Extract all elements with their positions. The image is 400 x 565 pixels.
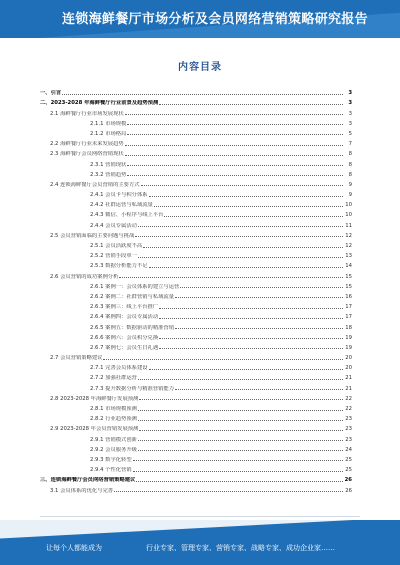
- divider: [40, 516, 360, 517]
- toc-entry[interactable]: [40, 371, 352, 381]
- toc-page-number: 26: [344, 477, 352, 484]
- toc-entry[interactable]: [40, 443, 352, 453]
- toc-entry[interactable]: [40, 402, 352, 412]
- toc-page-number: 11: [345, 222, 352, 229]
- toc-leader-dots: [138, 450, 343, 451]
- toc-page-number: 3: [348, 110, 352, 117]
- toc-page-number: 14: [345, 263, 352, 270]
- toc-entry[interactable]: [40, 157, 352, 167]
- toc-entry[interactable]: [40, 178, 352, 188]
- toc-page-number: 9: [348, 181, 352, 188]
- toc-leader-dots: [164, 216, 343, 217]
- toc-entry-text: 2.9.2 会员服务升级: [90, 446, 137, 453]
- toc-page-number: 21: [345, 385, 352, 392]
- toc-entry-text: 2.9.1 营销模式创新: [90, 436, 137, 443]
- toc-entry[interactable]: [40, 137, 352, 147]
- toc-entry[interactable]: [40, 473, 352, 483]
- toc-leader-dots: [154, 206, 343, 207]
- toc-entry-text: 2.1.2 市场格局: [90, 130, 127, 137]
- toc-page-number: 22: [345, 406, 352, 412]
- toc-page-number: 7: [348, 141, 352, 148]
- toc-page-number: 23: [345, 426, 352, 433]
- toc-entry-text: 2.3.2 营销趋势: [90, 171, 127, 178]
- toc-entry-text: 2.6.3 案例三：线上平台推广: [90, 304, 159, 311]
- toc-leader-dots: [136, 481, 343, 482]
- toc-leader-dots: [175, 328, 343, 329]
- toc-entry-text: 2.6.1 案例一：会员体系的建立与运营: [90, 283, 180, 290]
- footer-roles: 行业专家、管理专家、营销专家、战略专家、成功企业家……: [146, 544, 335, 552]
- toc-entry[interactable]: [40, 310, 352, 320]
- toc-entry-text: 2.9.3 数字化转型: [90, 456, 132, 463]
- toc-leader-dots: [119, 277, 343, 278]
- toc-entry[interactable]: [40, 269, 352, 279]
- toc-entry-text: 2.8.2 行业趋势预测: [90, 416, 137, 423]
- toc-page-number: 5: [348, 130, 352, 137]
- toc-leader-dots: [159, 308, 343, 309]
- toc-entry-text: 2.6.6 案例六：会员积分兑换: [90, 334, 159, 341]
- toc-entry-text: 2.2 海鲜餐厅行业未来发展趋势: [50, 141, 124, 148]
- toc-entry-text: 2.7.1 完善会员体系建设: [90, 365, 148, 372]
- toc-leader-dots: [138, 226, 343, 227]
- toc-entry[interactable]: [40, 483, 352, 493]
- toc-page-number: 10: [345, 202, 352, 209]
- toc-leader-dots: [141, 185, 343, 186]
- toc-leader-dots: [127, 124, 343, 125]
- toc-leader-dots: [149, 267, 343, 268]
- toc-entry-text: 2.4.2 社群运营与私域流量: [90, 202, 153, 209]
- toc-entry-text: 二、2023-2028 年海鲜餐厅行业前景及趋势预测: [40, 100, 159, 107]
- report-footer: [0, 520, 400, 565]
- toc-page-number: 19: [345, 344, 352, 351]
- toc-page-number: 3: [348, 90, 352, 97]
- toc-entry-text: 2.4.4 会员专属活动: [90, 222, 137, 229]
- toc-entry[interactable]: [40, 422, 352, 432]
- report-title: 连锁海鲜餐厅市场分析及会员网络营销策略研究报告: [62, 12, 368, 27]
- toc-entry-text: 2.3 海鲜餐厅会员网络营销现状: [50, 151, 124, 158]
- toc-leader-dots: [139, 430, 343, 431]
- toc-page-number: 12: [345, 243, 352, 249]
- toc-leader-dots: [149, 369, 343, 370]
- toc-leader-dots: [143, 247, 343, 248]
- toc-leader-dots: [138, 410, 343, 411]
- toc-entry-text: 3.1 会员体系的优化与完善: [50, 487, 114, 494]
- toc-page-number: 25: [345, 467, 352, 474]
- toc-entry-text: 2.6 会员营销的成功案例分析: [50, 273, 119, 280]
- toc-entry-text: 2.7.2 加强社群运营: [90, 375, 137, 382]
- toc-leader-dots: [175, 297, 343, 298]
- toc-leader-dots: [159, 318, 343, 319]
- toc-entry[interactable]: [40, 147, 352, 157]
- toc-entry[interactable]: [40, 432, 352, 442]
- toc-entry-text: 2.5.3 数据分析能力不足: [90, 263, 148, 270]
- toc-page-number: 26: [345, 487, 352, 494]
- toc-leader-dots: [139, 399, 343, 400]
- toc-entry-text: 2.4 连锁海鲜餐厅会员营销的主要方式: [50, 181, 140, 188]
- toc-entry-text: 2.5 会员营销面临的主要问题与挑战: [50, 232, 135, 239]
- toc-page-number: 8: [348, 171, 352, 178]
- toc-leader-dots: [133, 460, 343, 461]
- report-header: [0, 0, 400, 38]
- toc-entry-text: 2.6.4 案例四：会员专属活动: [90, 314, 159, 321]
- toc-leader-dots: [125, 145, 343, 146]
- toc-page-number: 8: [348, 161, 352, 168]
- toc-entry[interactable]: [40, 280, 352, 290]
- toc-page-number: 18: [345, 324, 352, 331]
- toc-entry[interactable]: [40, 392, 352, 402]
- toc-page-number: 9: [348, 192, 352, 199]
- toc-page-number: 15: [345, 273, 352, 280]
- toc-entry[interactable]: [40, 168, 352, 178]
- toc-leader-dots: [159, 104, 343, 105]
- toc-page-number: 25: [345, 456, 352, 463]
- toc-page-number: 24: [345, 446, 352, 453]
- toc-page-number: 8: [348, 151, 352, 158]
- toc-entry-text: 2.8.1 市场规模预测: [90, 406, 137, 412]
- toc-entry-text: 2.3.1 营销现状: [90, 161, 127, 168]
- toc-page-number: 3: [348, 120, 352, 127]
- toc-leader-dots: [175, 389, 343, 390]
- toc-entry[interactable]: [40, 188, 352, 198]
- toc-entry-text: 2.6.2 案例二：社群营销与私域流量: [90, 293, 175, 300]
- toc-entry-text: 一、引言: [40, 90, 62, 97]
- toc-leader-dots: [180, 287, 343, 288]
- toc-page-number: 15: [345, 283, 352, 290]
- toc-entry-text: 2.9.4 个性化营销: [90, 467, 132, 474]
- toc-page-number: 3: [348, 100, 352, 107]
- toc-page-number: 20: [345, 365, 352, 372]
- toc-leader-dots: [127, 165, 343, 166]
- footer-slogan: 让每个人都能成为: [46, 544, 102, 552]
- toc-entry[interactable]: [40, 259, 352, 269]
- toc-leader-dots: [103, 359, 343, 360]
- toc-entry[interactable]: [40, 361, 352, 371]
- toc-entry[interactable]: [40, 453, 352, 463]
- toc-entry[interactable]: [40, 300, 352, 310]
- toc-page-number: 19: [345, 334, 352, 341]
- toc-entry-text: 2.9 2023-2028 年会员营销发展预测: [50, 426, 139, 433]
- table-of-contents: [40, 86, 352, 494]
- toc-entry[interactable]: [40, 412, 352, 422]
- toc-entry-text: 2.1 海鲜餐厅行业市场发展现状: [50, 110, 124, 117]
- toc-entry[interactable]: [40, 208, 352, 218]
- toc-entry-text: 2.8 2023-2028 年海鲜餐厅发展预测: [50, 395, 139, 402]
- toc-entry[interactable]: [40, 249, 352, 259]
- toc-page-number: 21: [345, 375, 352, 382]
- toc-leader-dots: [138, 420, 343, 421]
- toc-page-number: 10: [345, 212, 352, 219]
- toc-entry[interactable]: [40, 331, 352, 341]
- toc-entry-text: 2.7.3 提升数据分析与精准营销能力: [90, 385, 175, 392]
- toc-entry[interactable]: [40, 320, 352, 330]
- toc-entry-text: 2.6.5 案例五：数据驱动的精准营销: [90, 324, 175, 331]
- toc-leader-dots: [127, 134, 343, 135]
- toc-entry-text: 2.7 会员营销策略建议: [50, 355, 103, 362]
- toc-leader-dots: [135, 236, 343, 237]
- toc-entry[interactable]: [40, 229, 352, 239]
- toc-page-number: 17: [345, 314, 352, 321]
- toc-leader-dots: [125, 114, 343, 115]
- toc-leader-dots: [138, 257, 343, 258]
- toc-leader-dots: [149, 196, 343, 197]
- toc-leader-dots: [114, 491, 343, 492]
- toc-entry[interactable]: [40, 381, 352, 391]
- toc-leader-dots: [138, 440, 343, 441]
- toc-leader-dots: [159, 338, 343, 339]
- toc-leader-dots: [125, 155, 343, 156]
- toc-page-number: 16: [345, 293, 352, 300]
- toc-entry[interactable]: [40, 290, 352, 300]
- toc-page-number: 23: [345, 436, 352, 443]
- toc-entry-text: 2.5.2 营销手段单一: [90, 253, 137, 260]
- toc-page-number: 13: [345, 253, 352, 260]
- toc-title: 内容目录: [178, 62, 222, 73]
- toc-entry[interactable]: [40, 218, 352, 228]
- toc-entry[interactable]: [40, 106, 352, 116]
- toc-entry[interactable]: [40, 127, 352, 137]
- toc-page-number: 17: [345, 304, 352, 311]
- toc-page-number: 20: [345, 355, 352, 362]
- toc-leader-dots: [138, 379, 343, 380]
- toc-entry[interactable]: [40, 351, 352, 361]
- toc-page-number: 23: [345, 416, 352, 423]
- toc-entry[interactable]: [40, 341, 352, 351]
- toc-page-number: 22: [345, 395, 352, 402]
- toc-leader-dots: [133, 471, 343, 472]
- toc-page-number: 12: [345, 232, 352, 239]
- toc-entry-text: 2.4.3 微信、小程序与线上平台: [90, 212, 164, 219]
- toc-leader-dots: [62, 94, 343, 95]
- toc-entry-text: 2.6.7 案例七：会员生日礼遇: [90, 344, 159, 351]
- toc-entry[interactable]: [40, 463, 352, 473]
- toc-entry-text: 三、连锁海鲜餐厅会员网络营销策略建议: [40, 477, 136, 484]
- toc-entry[interactable]: [40, 117, 352, 127]
- toc-entry-text: 2.1.1 市场规模: [90, 120, 127, 127]
- toc-leader-dots: [127, 175, 343, 176]
- toc-entry-text: 2.5.1 会员活跃度不高: [90, 243, 143, 249]
- footer-decor-band: [0, 520, 400, 540]
- toc-entry-text: 2.4.1 会员卡与积分体系: [90, 192, 148, 199]
- toc-entry[interactable]: [40, 198, 352, 208]
- toc-leader-dots: [159, 348, 343, 349]
- toc-entry[interactable]: [40, 86, 352, 96]
- toc-entry[interactable]: [40, 239, 352, 249]
- toc-entry[interactable]: [40, 96, 352, 106]
